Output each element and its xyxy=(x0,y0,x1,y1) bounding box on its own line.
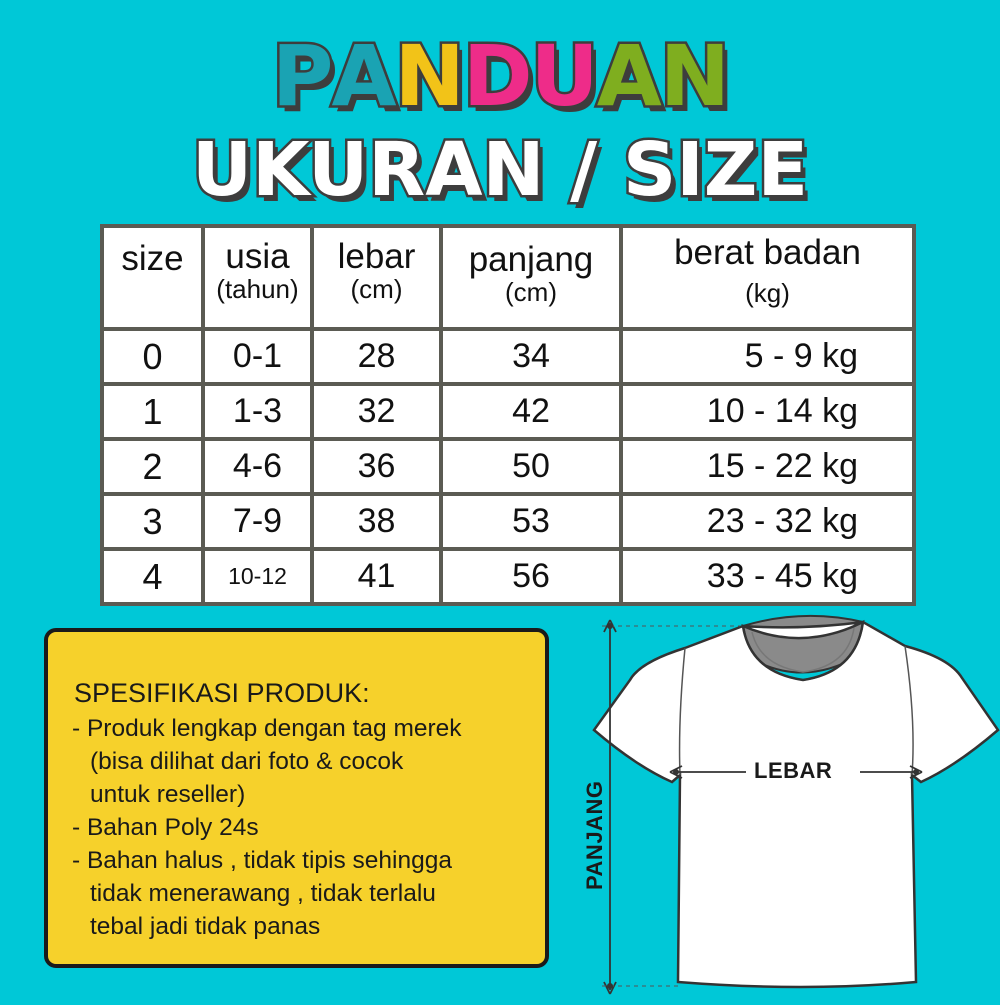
spec-line: tebal jadi tidak panas xyxy=(90,913,321,940)
title-panduan xyxy=(0,28,1000,124)
title-ukuran-size: UKURAN / SIZE xyxy=(192,127,808,213)
header-size: size xyxy=(104,228,201,327)
spec-line: - Produk lengkap dengan tag merek xyxy=(72,715,462,742)
spec-line: untuk reseller) xyxy=(90,781,246,808)
spec-line: (bisa dilihat dari foto & cocok xyxy=(90,748,404,775)
table-row xyxy=(104,386,912,437)
header-usia: usia (tahun) xyxy=(205,228,310,327)
cell-usia: 7-9 xyxy=(205,496,310,547)
cell-size: 2 xyxy=(104,441,201,492)
cell-berat: 33 - 45 kg xyxy=(623,551,912,602)
title-letter: N xyxy=(394,27,463,125)
cell-panjang: 56 xyxy=(443,551,619,602)
cell-size: 0 xyxy=(104,331,201,382)
cell-lebar: 38 xyxy=(314,496,439,547)
label-panjang: PANJANG xyxy=(582,780,607,890)
cell-panjang: 50 xyxy=(443,441,619,492)
header-berat-badan: berat badan (kg) xyxy=(623,228,912,327)
cell-size: 3 xyxy=(104,496,201,547)
spec-line: tidak menerawang , tidak terlalu xyxy=(90,880,436,907)
spec-list xyxy=(72,712,462,943)
spec-line: - Bahan halus , tidak tipis sehingga xyxy=(72,847,452,874)
table-row xyxy=(104,496,912,547)
cell-lebar: 41 xyxy=(314,551,439,602)
cell-berat: 5 - 9 kg xyxy=(623,331,912,382)
title-letter: N xyxy=(659,27,729,125)
spec-title: SPESIFIKASI PRODUK: xyxy=(74,678,370,708)
header-lebar: lebar (cm) xyxy=(314,228,439,327)
table-row xyxy=(104,551,912,602)
cell-lebar: 32 xyxy=(314,386,439,437)
cell-usia: 1-3 xyxy=(205,386,310,437)
spec-box xyxy=(44,628,549,968)
cell-berat: 15 - 22 kg xyxy=(623,441,912,492)
title-letter: A xyxy=(331,27,395,125)
spec-line: - Bahan Poly 24s xyxy=(72,814,259,841)
title-letter: D xyxy=(462,27,531,125)
label-lebar: LEBAR xyxy=(754,758,833,783)
cell-berat: 10 - 14 kg xyxy=(623,386,912,437)
table-row xyxy=(104,441,912,492)
cell-usia: 0-1 xyxy=(205,331,310,382)
tshirt-diagram xyxy=(560,600,1000,1000)
title-letter: U xyxy=(530,27,597,125)
title-letter: P xyxy=(271,27,332,125)
header-panjang: panjang (cm) xyxy=(443,228,619,327)
table-row xyxy=(104,331,912,382)
cell-usia: 10-12 xyxy=(205,551,310,602)
cell-lebar: 28 xyxy=(314,331,439,382)
cell-panjang: 42 xyxy=(443,386,619,437)
cell-berat: 23 - 32 kg xyxy=(623,496,912,547)
title-letter: A xyxy=(596,27,660,125)
cell-lebar: 36 xyxy=(314,441,439,492)
size-table xyxy=(100,224,916,606)
cell-usia: 4-6 xyxy=(205,441,310,492)
tshirt-icon xyxy=(560,600,1000,1000)
cell-panjang: 53 xyxy=(443,496,619,547)
cell-panjang: 34 xyxy=(443,331,619,382)
cell-size: 1 xyxy=(104,386,201,437)
cell-size: 4 xyxy=(104,551,201,602)
